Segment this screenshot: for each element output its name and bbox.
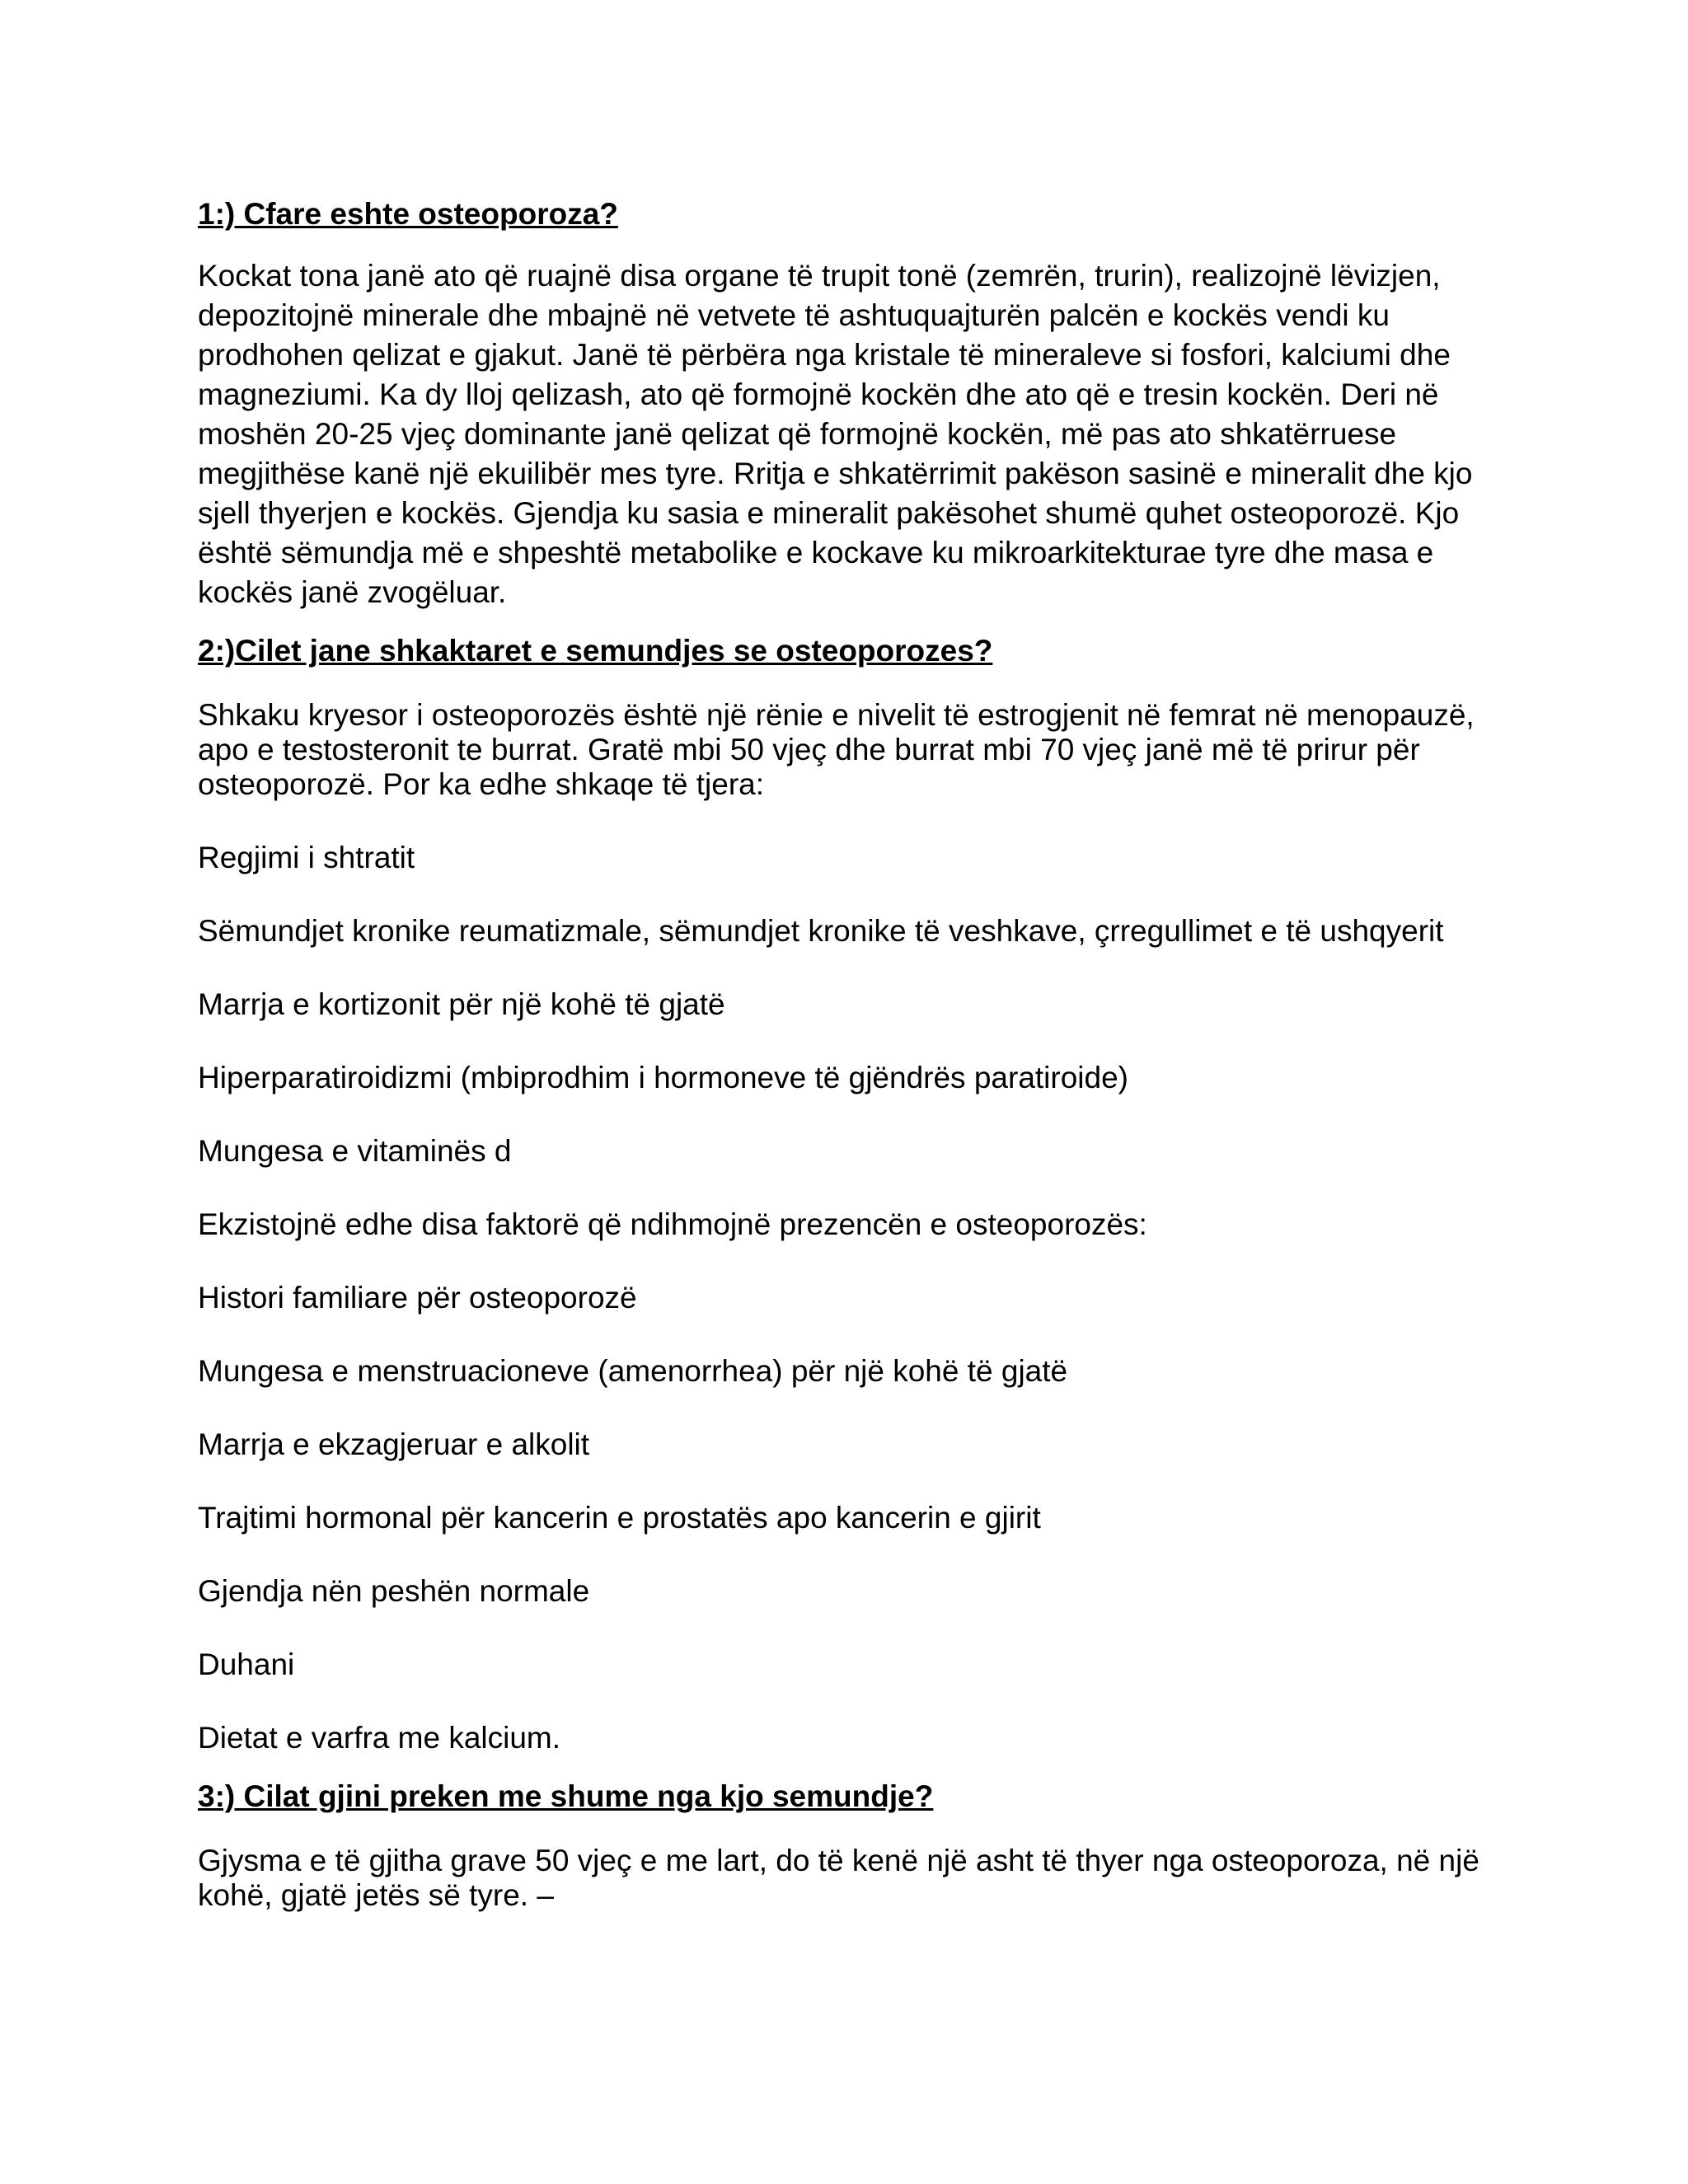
section-2-heading: 2:)Cilet jane shkaktaret e semundjes se osteoporozes?	[198, 634, 993, 668]
causes-list	[198, 838, 1500, 1758]
section-1-heading: 1:) Cfare eshte osteoporoza?	[198, 197, 618, 231]
list-item: Hiperparatiroidizmi (mbiprodhim i hormoneve të gjëndrës paratiroide)	[198, 1061, 1128, 1094]
section-3-heading: 3:) Cilat gjini preken me shume nga kjo semundje?	[198, 1779, 934, 1813]
list-item: Sëmundjet kronike reumatizmale, sëmundjet kronike të veshkave, çrregullimet e të ushqyerit	[198, 914, 1444, 948]
list-item: Marrja e ekzagjeruar e alkolit	[198, 1427, 590, 1461]
list-item: Duhani	[198, 1647, 295, 1681]
list-item: Dietat e varfra me kalcium.	[198, 1721, 561, 1755]
list-item: Mungesa e vitaminës d	[198, 1134, 512, 1168]
list-item: Marrja e kortizonit për një kohë të gjatë	[198, 987, 725, 1021]
document-page	[198, 192, 1500, 1913]
list-item: Regjimi i shtratit	[198, 841, 415, 874]
section-3-paragraph: Gjysma e të gjitha grave 50 vjeç e me lart, do të kenë një asht të thyer nga osteoporoza, në një kohë, gjatë jetës së tyre. –	[198, 1844, 1479, 1912]
section-2-paragraph: Shkaku kryesor i osteoporozës është një rënie e nivelit të estrogjenit në femrat në menopauzë, apo e testosteronit te burrat. Gratë mbi 50 vjeç dhe burrat mbi 70 vjeç janë më të prirur për osteoporozë. Por ka edhe shkaqe të tjera:	[198, 698, 1475, 801]
list-item: Gjendja nën peshën normale	[198, 1574, 590, 1608]
section-1-paragraph: Kockat tona janë ato që ruajnë disa organe të trupit tonë (zemrën, trurin), realizojnë lëvizjen, depozitojnë minerale dhe mbajnë në vetvete të ashtuquajturën palcën e kockës vendi ku prodhohen qelizat e gjakut. Janë të përbëra nga kristale të mineraleve si fosfori, kalciumi dhe magneziumi. Ka dy lloj qelizash, ato që formojnë kockën dhe ato që e tresin kockën. Deri në moshën 20-25 vjeç dominante janë qelizat që formojnë kockën, më pas ato shkatërruese megjithëse kanë një ekuilibër mes tyre. Rritja e shkatërrimit pakëson sasinë e mineralit dhe kjo sjell thyerjen e kockës. Gjendja ku sasia e mineralit pakësohet shumë quhet osteoporozë. Kjo është sëmundja më e shpeshtë metabolike e kockave ku mikroarkitekturae tyre dhe masa e kockës janë zvogëluar.	[198, 259, 1473, 609]
list-item: Histori familiare për osteoporozë	[198, 1281, 637, 1315]
list-item: Trajtimi hormonal për kancerin e prostatës apo kancerin e gjirit	[198, 1501, 1041, 1535]
list-item: Mungesa e menstruacioneve (amenorrhea) për një kohë të gjatë	[198, 1354, 1068, 1388]
list-item: Ekzistojnë edhe disa faktorë që ndihmojnë prezencën e osteoporozës:	[198, 1207, 1147, 1241]
